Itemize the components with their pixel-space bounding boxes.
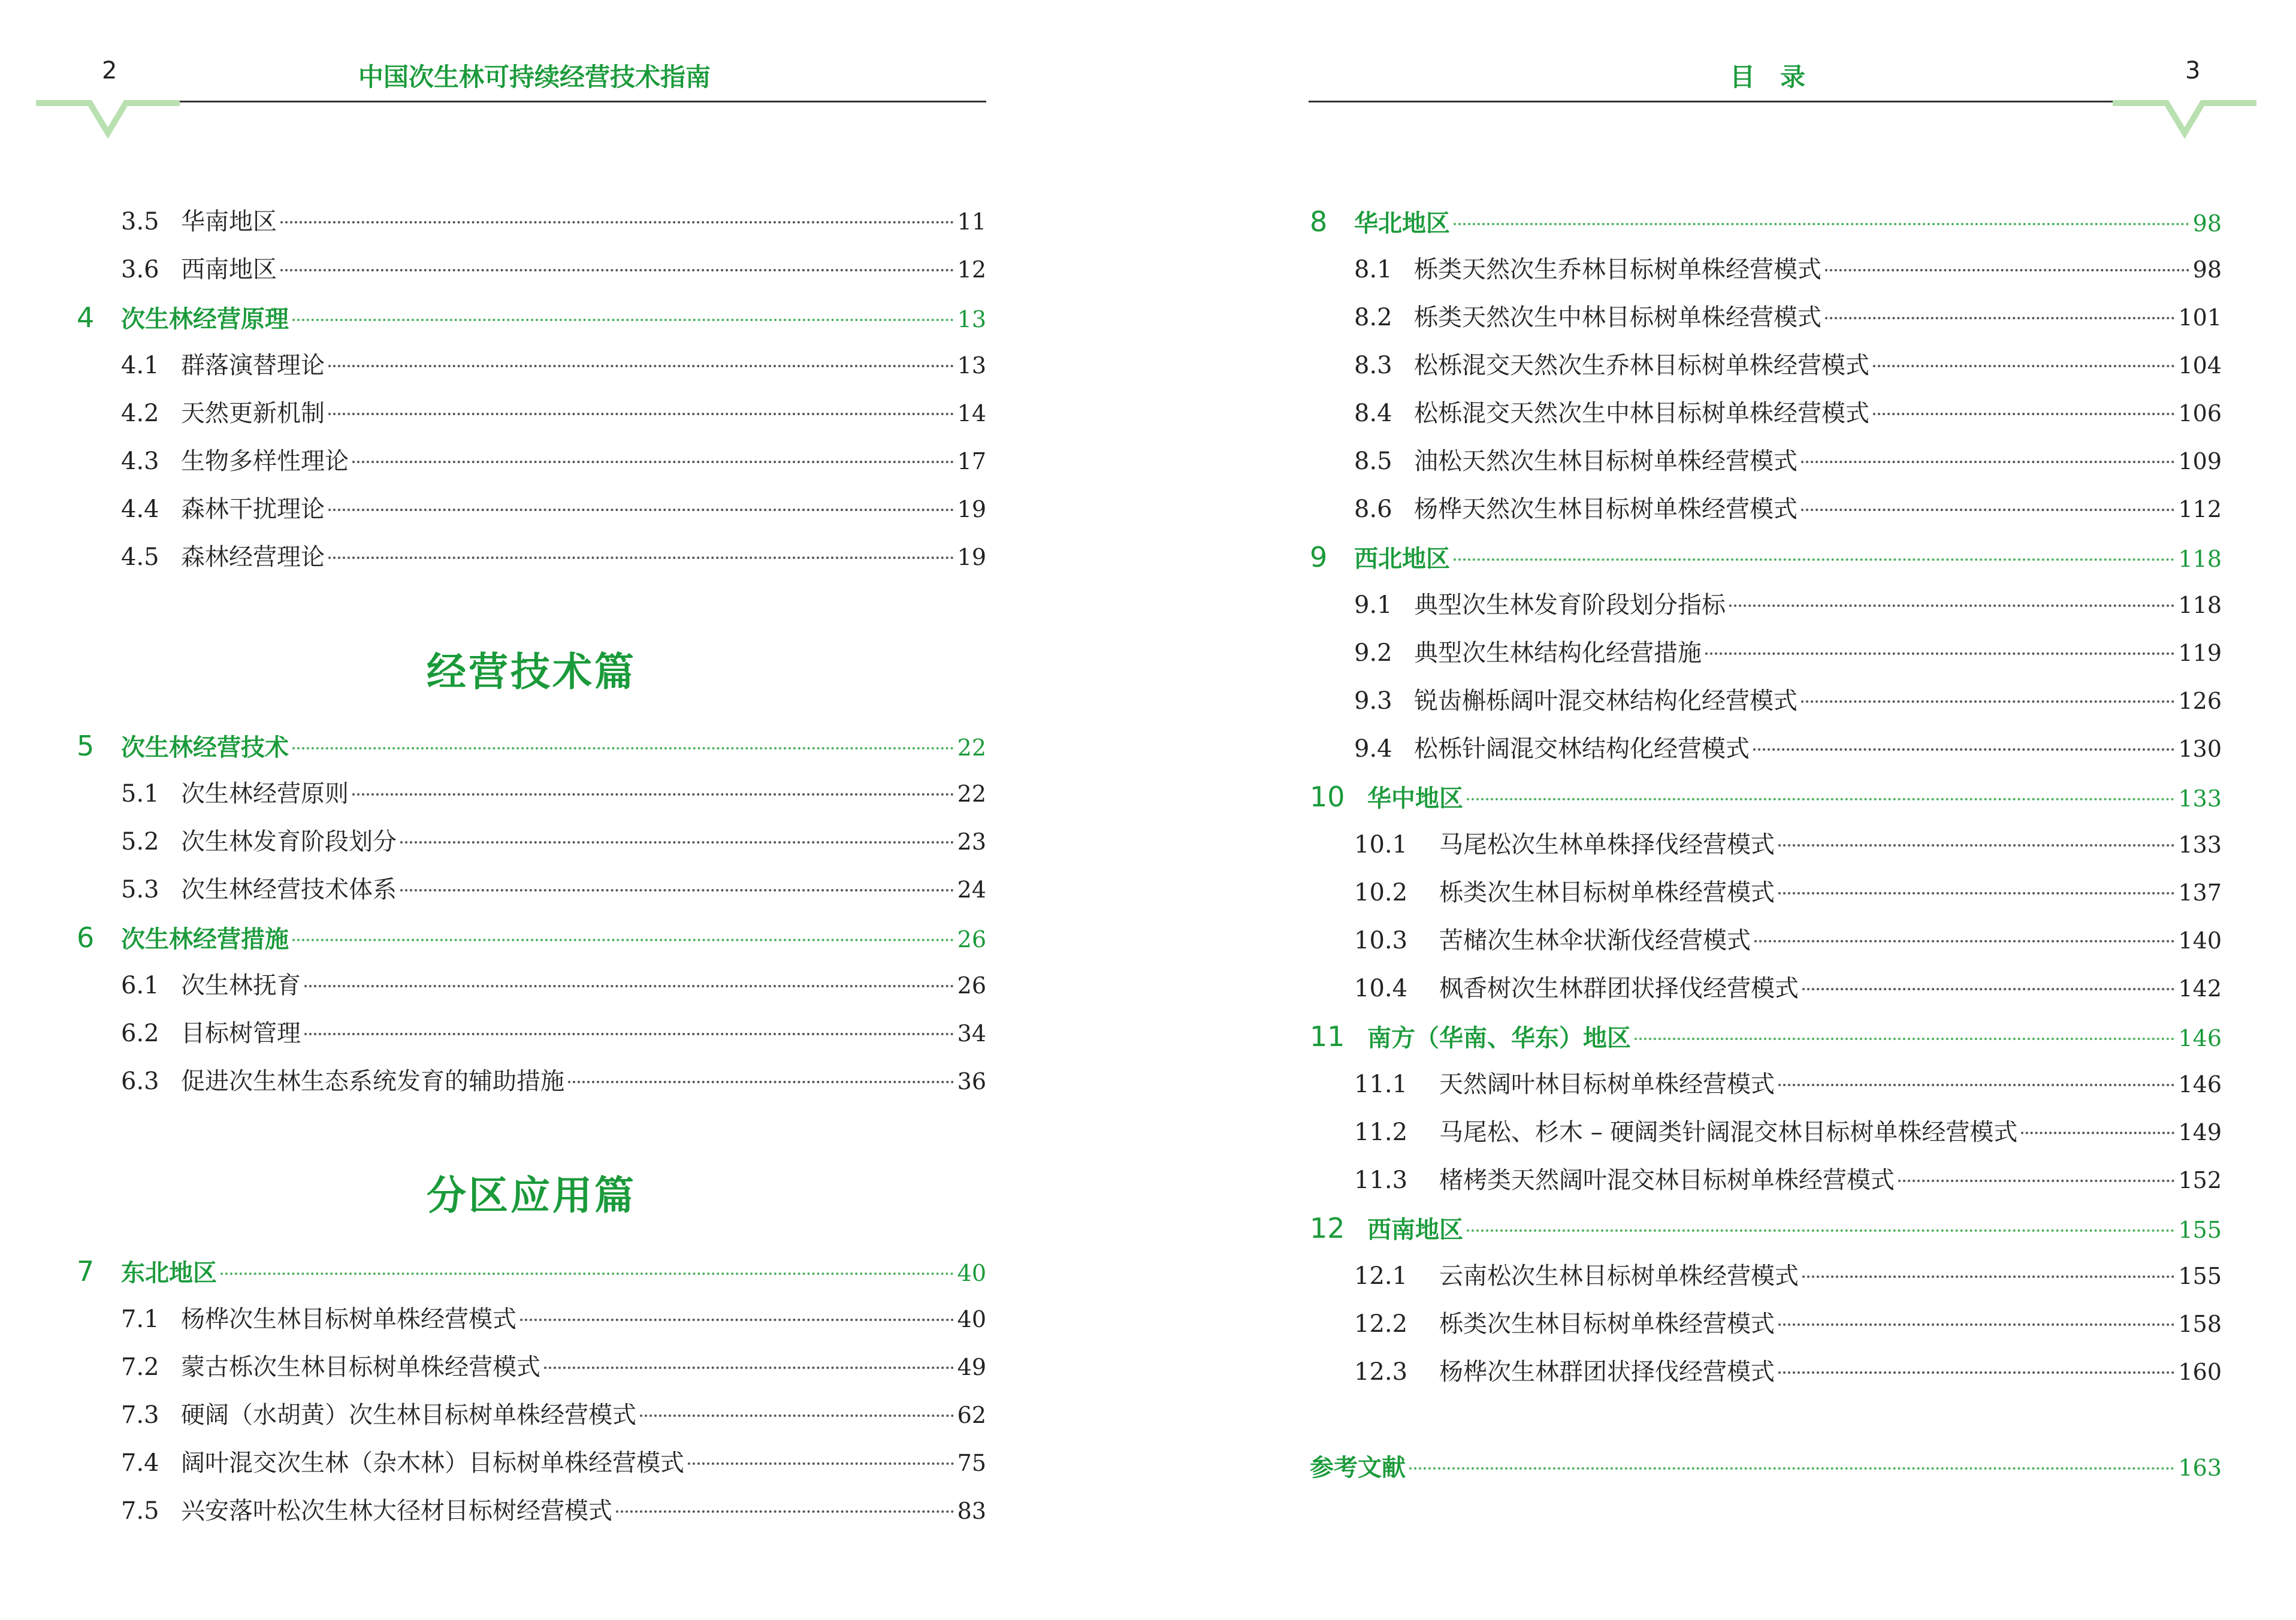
toc-page-number: 36 [957, 1068, 986, 1095]
dot-leader [1801, 461, 2174, 463]
toc-entry-number: 10 [1310, 781, 1345, 813]
toc-entry-number: 12.2 [1354, 1310, 1408, 1338]
toc-section-entry[interactable] [1354, 1258, 2222, 1294]
toc-entry-title: 华中地区 [1367, 785, 1463, 812]
toc-page-number: 49 [957, 1354, 986, 1380]
toc-page-number: 155 [2178, 1263, 2222, 1289]
toc-entry-title: 油松天然次生林目标树单株经营模式 [1414, 448, 1797, 475]
toc-page-number: 14 [957, 400, 986, 427]
toc-section-entry[interactable] [121, 1445, 986, 1481]
toc-entry-number: 10.3 [1354, 927, 1408, 954]
toc-entry-title: 杨桦次生林群团状择伐经营模式 [1439, 1358, 1775, 1386]
toc-entry-number: 7.2 [121, 1353, 159, 1381]
toc-section-entry[interactable] [121, 1015, 986, 1051]
toc-page-number: 83 [957, 1498, 986, 1524]
toc-entry-title: 阔叶混交次生林（杂木林）目标树单株经营模式 [181, 1449, 684, 1477]
toc-chapter-entry[interactable] [1310, 204, 2222, 241]
toc-entry-title: 群落演替理论 [181, 352, 325, 379]
toc-chapter-entry[interactable] [77, 920, 986, 957]
toc-entry-title: 兴安落叶松次生林大径材目标树经营模式 [181, 1497, 612, 1525]
toc-page-number: 98 [2192, 256, 2222, 283]
toc-entry-number: 5.1 [121, 780, 159, 808]
toc-chapter-entry[interactable] [77, 1253, 986, 1291]
toc-entry-title: 松栎混交天然次生乔林目标树单株经营模式 [1414, 352, 1869, 379]
toc-section-entry[interactable] [1354, 1354, 2222, 1390]
toc-page-number: 19 [957, 496, 986, 522]
dot-leader [1898, 1180, 2174, 1182]
toc-entry-title: 云南松次生林目标树单株经营模式 [1439, 1262, 1799, 1290]
toc-page-number: 112 [2178, 496, 2222, 522]
header-rule [180, 101, 986, 102]
toc-entry-title: 促进次生林生态系统发育的辅助措施 [181, 1068, 564, 1095]
toc-entry-number: 11.3 [1354, 1166, 1408, 1194]
toc-section-entry[interactable] [121, 539, 986, 575]
toc-page-number: 12 [957, 256, 986, 283]
toc-section-entry[interactable] [121, 1493, 986, 1529]
toc-entry-number: 4 [77, 301, 95, 334]
toc-page-number: 104 [2178, 352, 2222, 379]
toc-section-entry[interactable] [121, 1063, 986, 1099]
toc-entry-title: 枫香树次生林群团状择伐经营模式 [1439, 975, 1799, 1002]
toc-entry-number: 7.3 [121, 1401, 159, 1429]
toc-entry-number: 6 [77, 921, 95, 954]
toc-section-entry[interactable] [1354, 875, 2222, 911]
toc-entry-title: 西北地区 [1354, 545, 1450, 573]
toc-section-entry[interactable] [1354, 635, 2222, 671]
dot-leader [280, 221, 954, 223]
dot-leader [292, 747, 954, 749]
toc-section-entry[interactable] [121, 347, 986, 383]
running-title: 中国次生林可持续经营技术指南 [358, 62, 711, 92]
toc-section-entry[interactable] [1354, 1114, 2222, 1150]
toc-page-number: 23 [957, 829, 986, 855]
toc-entry-title: 马尾松、杉木 – 硬阔类针阔混交林目标树单株经营模式 [1439, 1119, 2018, 1146]
toc-page-number: 22 [957, 735, 986, 761]
dot-leader [1409, 1467, 2174, 1470]
toc-page-number: 40 [957, 1306, 986, 1332]
toc-section-entry[interactable] [121, 252, 986, 288]
toc-references-entry[interactable] [1310, 1450, 2222, 1486]
dot-leader [520, 1319, 954, 1321]
toc-page-number: 118 [2178, 546, 2222, 572]
toc-entry-title: 楮栲类天然阔叶混交林目标树单株经营模式 [1439, 1166, 1895, 1194]
toc-entry-number: 8.3 [1354, 352, 1392, 379]
toc-entry-title: 杨桦次生林目标树单株经营模式 [181, 1305, 516, 1333]
dot-leader [568, 1081, 954, 1083]
toc-section-entry[interactable] [1354, 491, 2222, 527]
toc-entry-number: 4.3 [121, 448, 159, 475]
dot-leader [1873, 413, 2174, 415]
toc-entry-title: 硬阔（水胡黄）次生林目标树单株经营模式 [181, 1401, 636, 1429]
dot-leader [1825, 317, 2174, 319]
page-number: 3 [2185, 57, 2201, 84]
toc-page-number: 106 [2178, 400, 2222, 427]
toc-entry-number: 5.2 [121, 828, 159, 856]
dot-leader [1454, 558, 2174, 561]
toc-section-entry[interactable] [1354, 923, 2222, 959]
toc-entry-title: 参考文献 [1310, 1454, 1406, 1482]
toc-entry-number: 9.4 [1354, 735, 1392, 763]
toc-entry-number: 5.3 [121, 876, 159, 903]
toc-chapter-entry[interactable] [1310, 1210, 2222, 1248]
toc-chapter-entry[interactable] [1310, 1018, 2222, 1056]
toc-page-number: 22 [957, 781, 986, 807]
dot-leader [328, 365, 954, 367]
toc-entry-number: 6.1 [121, 972, 159, 999]
page-number: 2 [102, 57, 117, 84]
dot-leader [1801, 700, 2174, 703]
toc-entry-title: 栎类次生林目标树单株经营模式 [1439, 1310, 1775, 1338]
toc-entry-number: 4.2 [121, 400, 159, 427]
part-heading: 分区应用篇 [427, 1172, 636, 1219]
dot-leader [1729, 605, 2174, 607]
toc-section-entry[interactable] [1354, 971, 2222, 1007]
toc-page-number: 155 [2178, 1217, 2222, 1243]
dot-leader [1467, 1229, 2174, 1232]
toc-page-number: 163 [2178, 1455, 2222, 1481]
toc-page-number: 26 [957, 926, 986, 953]
toc-page-number: 24 [957, 877, 986, 903]
toc-entry-number: 3.5 [121, 208, 159, 235]
toc-entry-number: 8.6 [1354, 495, 1392, 523]
toc-page-number: 101 [2178, 304, 2222, 331]
toc-section-entry[interactable] [121, 443, 986, 479]
toc-page-number: 13 [957, 306, 986, 333]
toc-entry-title: 典型次生林发育阶段划分指标 [1414, 591, 1726, 619]
toc-entry-title: 苦槠次生林伞状渐伐经营模式 [1439, 927, 1751, 954]
toc-section-entry[interactable] [121, 824, 986, 860]
toc-entry-number: 12 [1310, 1212, 1345, 1244]
toc-page-number: 26 [957, 972, 986, 999]
toc-page-number: 158 [2178, 1311, 2222, 1337]
dot-leader [304, 1033, 954, 1035]
toc-entry-title: 松栎针阔混交林结构化经营模式 [1414, 735, 1750, 763]
toc-entry-title: 锐齿槲栎阔叶混交林结构化经营模式 [1414, 687, 1797, 715]
dot-leader [1825, 269, 2189, 271]
dot-leader [280, 269, 954, 271]
toc-entry-number: 10.1 [1354, 831, 1408, 859]
toc-page-number: 149 [2178, 1119, 2222, 1146]
toc-entry-number: 9 [1310, 541, 1328, 573]
toc-entry-number: 4.5 [121, 543, 159, 571]
toc-entry-number: 5 [77, 730, 95, 762]
right-page [1148, 0, 2296, 1620]
toc-section-entry[interactable] [1354, 1066, 2222, 1102]
toc-entry-title: 华南地区 [181, 208, 277, 235]
toc-page-number: 62 [957, 1402, 986, 1428]
toc-entry-title: 栎类天然次生乔林目标树单株经营模式 [1414, 256, 1821, 283]
toc-entry-number: 12.1 [1354, 1262, 1408, 1290]
toc-page-number: 146 [2178, 1071, 2222, 1098]
toc-page-number: 133 [2178, 832, 2222, 858]
toc-entry-title: 南方（华南、华东）地区 [1367, 1024, 1631, 1052]
toc-entry-number: 11.2 [1354, 1119, 1408, 1146]
toc-page-number: 119 [2178, 640, 2222, 666]
dot-leader [328, 509, 954, 511]
dot-leader [1802, 988, 2174, 990]
dot-leader [1467, 798, 2174, 800]
toc-page-number: 140 [2178, 927, 2222, 954]
toc-page-number: 118 [2178, 592, 2222, 618]
toc-entry-title: 典型次生林结构化经营措施 [1414, 639, 1702, 667]
toc-entry-title: 次生林经营技术体系 [181, 876, 397, 903]
toc-entry-title: 次生林经营措施 [121, 926, 289, 953]
dot-leader [544, 1367, 954, 1369]
toc-entry-title: 森林干扰理论 [181, 495, 325, 523]
dot-leader [352, 461, 954, 463]
dot-leader [352, 793, 954, 796]
toc-section-entry[interactable] [1354, 1162, 2222, 1198]
toc-entry-number: 8.4 [1354, 400, 1392, 427]
toc-entry-title: 生物多样性理论 [181, 448, 349, 475]
toc-section-entry[interactable] [121, 1397, 986, 1433]
toc-page-number: 152 [2178, 1167, 2222, 1193]
dot-leader [1754, 940, 2174, 942]
toc-entry-number: 6.3 [121, 1068, 159, 1095]
toc-entry-number: 8 [1310, 205, 1328, 238]
dot-leader [292, 939, 954, 941]
toc-entry-title: 次生林经营原则 [181, 780, 349, 808]
toc-entry-number: 11 [1310, 1020, 1345, 1053]
toc-entry-number: 9.2 [1354, 639, 1392, 667]
toc-entry-number: 10.4 [1354, 975, 1408, 1002]
toc-section-entry[interactable] [121, 776, 986, 812]
toc-page-number: 19 [957, 544, 986, 570]
toc-page-number: 142 [2178, 975, 2222, 1002]
dot-leader [292, 319, 954, 321]
toc-section-entry[interactable] [1354, 395, 2222, 431]
dot-leader [1635, 1038, 2174, 1040]
toc-entry-title: 马尾松次生林单株择伐经营模式 [1439, 831, 1775, 859]
toc-entry-title: 天然阔叶林目标树单株经营模式 [1439, 1071, 1775, 1098]
toc-entry-number: 4.1 [121, 352, 159, 379]
dot-leader [1778, 1371, 2174, 1374]
toc-entry-number: 8.2 [1354, 304, 1392, 331]
dot-leader [688, 1462, 954, 1465]
dot-leader [328, 557, 954, 559]
toc-page-number: 109 [2178, 448, 2222, 474]
toc-entry-number: 7.1 [121, 1305, 159, 1333]
toc-page-number: 13 [957, 352, 986, 379]
toc-chapter-entry[interactable] [1310, 779, 2222, 817]
toc-entry-title: 蒙古栎次生林目标树单株经营模式 [181, 1353, 540, 1381]
toc-section-entry[interactable] [1354, 1306, 2222, 1342]
dot-leader [1778, 844, 2174, 847]
toc-entry-number: 12.3 [1354, 1358, 1408, 1386]
toc-chapter-entry[interactable] [77, 728, 986, 766]
toc-entry-number: 7.4 [121, 1449, 159, 1477]
toc-entry-number: 7.5 [121, 1497, 159, 1525]
toc-entry-number: 9.3 [1354, 687, 1392, 715]
toc-section-entry[interactable] [1354, 827, 2222, 863]
toc-section-entry[interactable] [121, 491, 986, 527]
toc-entry-title: 次生林发育阶段划分 [181, 828, 397, 856]
toc-section-entry[interactable] [1354, 587, 2222, 623]
toc-page-number: 126 [2178, 688, 2222, 714]
toc-section-entry[interactable] [121, 1301, 986, 1337]
toc-section-entry[interactable] [1354, 347, 2222, 383]
dot-leader [1778, 892, 2174, 894]
toc-page-number: 146 [2178, 1025, 2222, 1051]
dot-leader [640, 1415, 954, 1417]
toc-page-number: 17 [957, 448, 986, 474]
toc-entry-number: 8.5 [1354, 448, 1392, 475]
dot-leader [400, 841, 954, 844]
toc-chapter-entry[interactable] [77, 300, 986, 337]
toc-entry-title: 栎类次生林目标树单株经营模式 [1439, 879, 1775, 906]
toc-entry-title: 次生林经营技术 [121, 734, 289, 761]
dot-leader [328, 413, 954, 415]
part-heading: 经营技术篇 [427, 649, 636, 695]
toc-section-entry[interactable] [121, 204, 986, 240]
toc-page-number: 11 [957, 208, 986, 235]
toc-entry-title: 次生林经营原理 [121, 306, 289, 333]
toc-section-entry[interactable] [1354, 443, 2222, 479]
header-chevron-ornament [2113, 96, 2262, 144]
toc-entry-title: 华北地区 [1354, 210, 1450, 237]
toc-entry-title: 栎类天然次生中林目标树单株经营模式 [1414, 304, 1821, 331]
toc-page-number: 133 [2178, 785, 2222, 812]
dot-leader [2021, 1132, 2174, 1134]
header-rule [1309, 101, 2113, 102]
toc-entry-title: 天然更新机制 [181, 400, 325, 427]
toc-section-entry[interactable] [121, 872, 986, 908]
toc-section-entry[interactable] [1354, 300, 2222, 336]
toc-entry-title: 森林经营理论 [181, 543, 325, 571]
toc-section-entry[interactable] [1354, 683, 2222, 719]
dot-leader [400, 889, 954, 891]
dot-leader [1454, 223, 2189, 225]
toc-entry-number: 9.1 [1354, 591, 1392, 619]
toc-page-number: 75 [957, 1450, 986, 1476]
toc-entry-title: 松栎混交天然次生中林目标树单株经营模式 [1414, 400, 1869, 427]
toc-entry-number: 8.1 [1354, 256, 1392, 283]
dot-leader [1778, 1323, 2174, 1326]
running-title: 目 录 [1730, 62, 1806, 92]
toc-section-entry[interactable] [121, 1349, 986, 1385]
toc-entry-number: 4.4 [121, 495, 159, 523]
toc-entry-number: 10.2 [1354, 879, 1408, 906]
toc-page-number: 34 [957, 1020, 986, 1047]
dot-leader [1873, 365, 2174, 367]
toc-entry-title: 西南地区 [181, 256, 277, 283]
toc-entry-number: 3.6 [121, 256, 159, 283]
toc-section-entry[interactable] [1354, 252, 2222, 288]
toc-page-number: 130 [2178, 736, 2222, 762]
dot-leader [1753, 748, 2174, 751]
dot-leader [220, 1273, 954, 1275]
toc-page-number: 98 [2192, 210, 2222, 237]
toc-section-entry[interactable] [121, 395, 986, 431]
toc-section-entry[interactable] [1354, 731, 2222, 767]
toc-entry-number: 7 [77, 1255, 95, 1287]
toc-entry-number: 11.1 [1354, 1071, 1408, 1098]
toc-entry-title: 杨桦天然次生林目标树单株经营模式 [1414, 495, 1797, 523]
toc-entry-title: 目标树管理 [181, 1020, 301, 1047]
toc-entry-title: 东北地区 [121, 1259, 217, 1287]
toc-page-number: 160 [2178, 1359, 2222, 1385]
toc-page-number: 40 [957, 1260, 986, 1286]
dot-leader [304, 985, 954, 987]
toc-entry-title: 西南地区 [1367, 1216, 1463, 1244]
header-chevron-ornament [36, 96, 186, 144]
toc-chapter-entry[interactable] [1310, 539, 2222, 577]
dot-leader [1778, 1084, 2174, 1086]
toc-page-number: 137 [2178, 879, 2222, 906]
toc-entry-title: 次生林抚育 [181, 972, 301, 999]
dot-leader [616, 1510, 954, 1513]
toc-entry-number: 6.2 [121, 1020, 159, 1047]
toc-section-entry[interactable] [121, 968, 986, 1004]
dot-leader [1801, 509, 2174, 511]
dot-leader [1705, 652, 2174, 655]
dot-leader [1802, 1276, 2174, 1278]
